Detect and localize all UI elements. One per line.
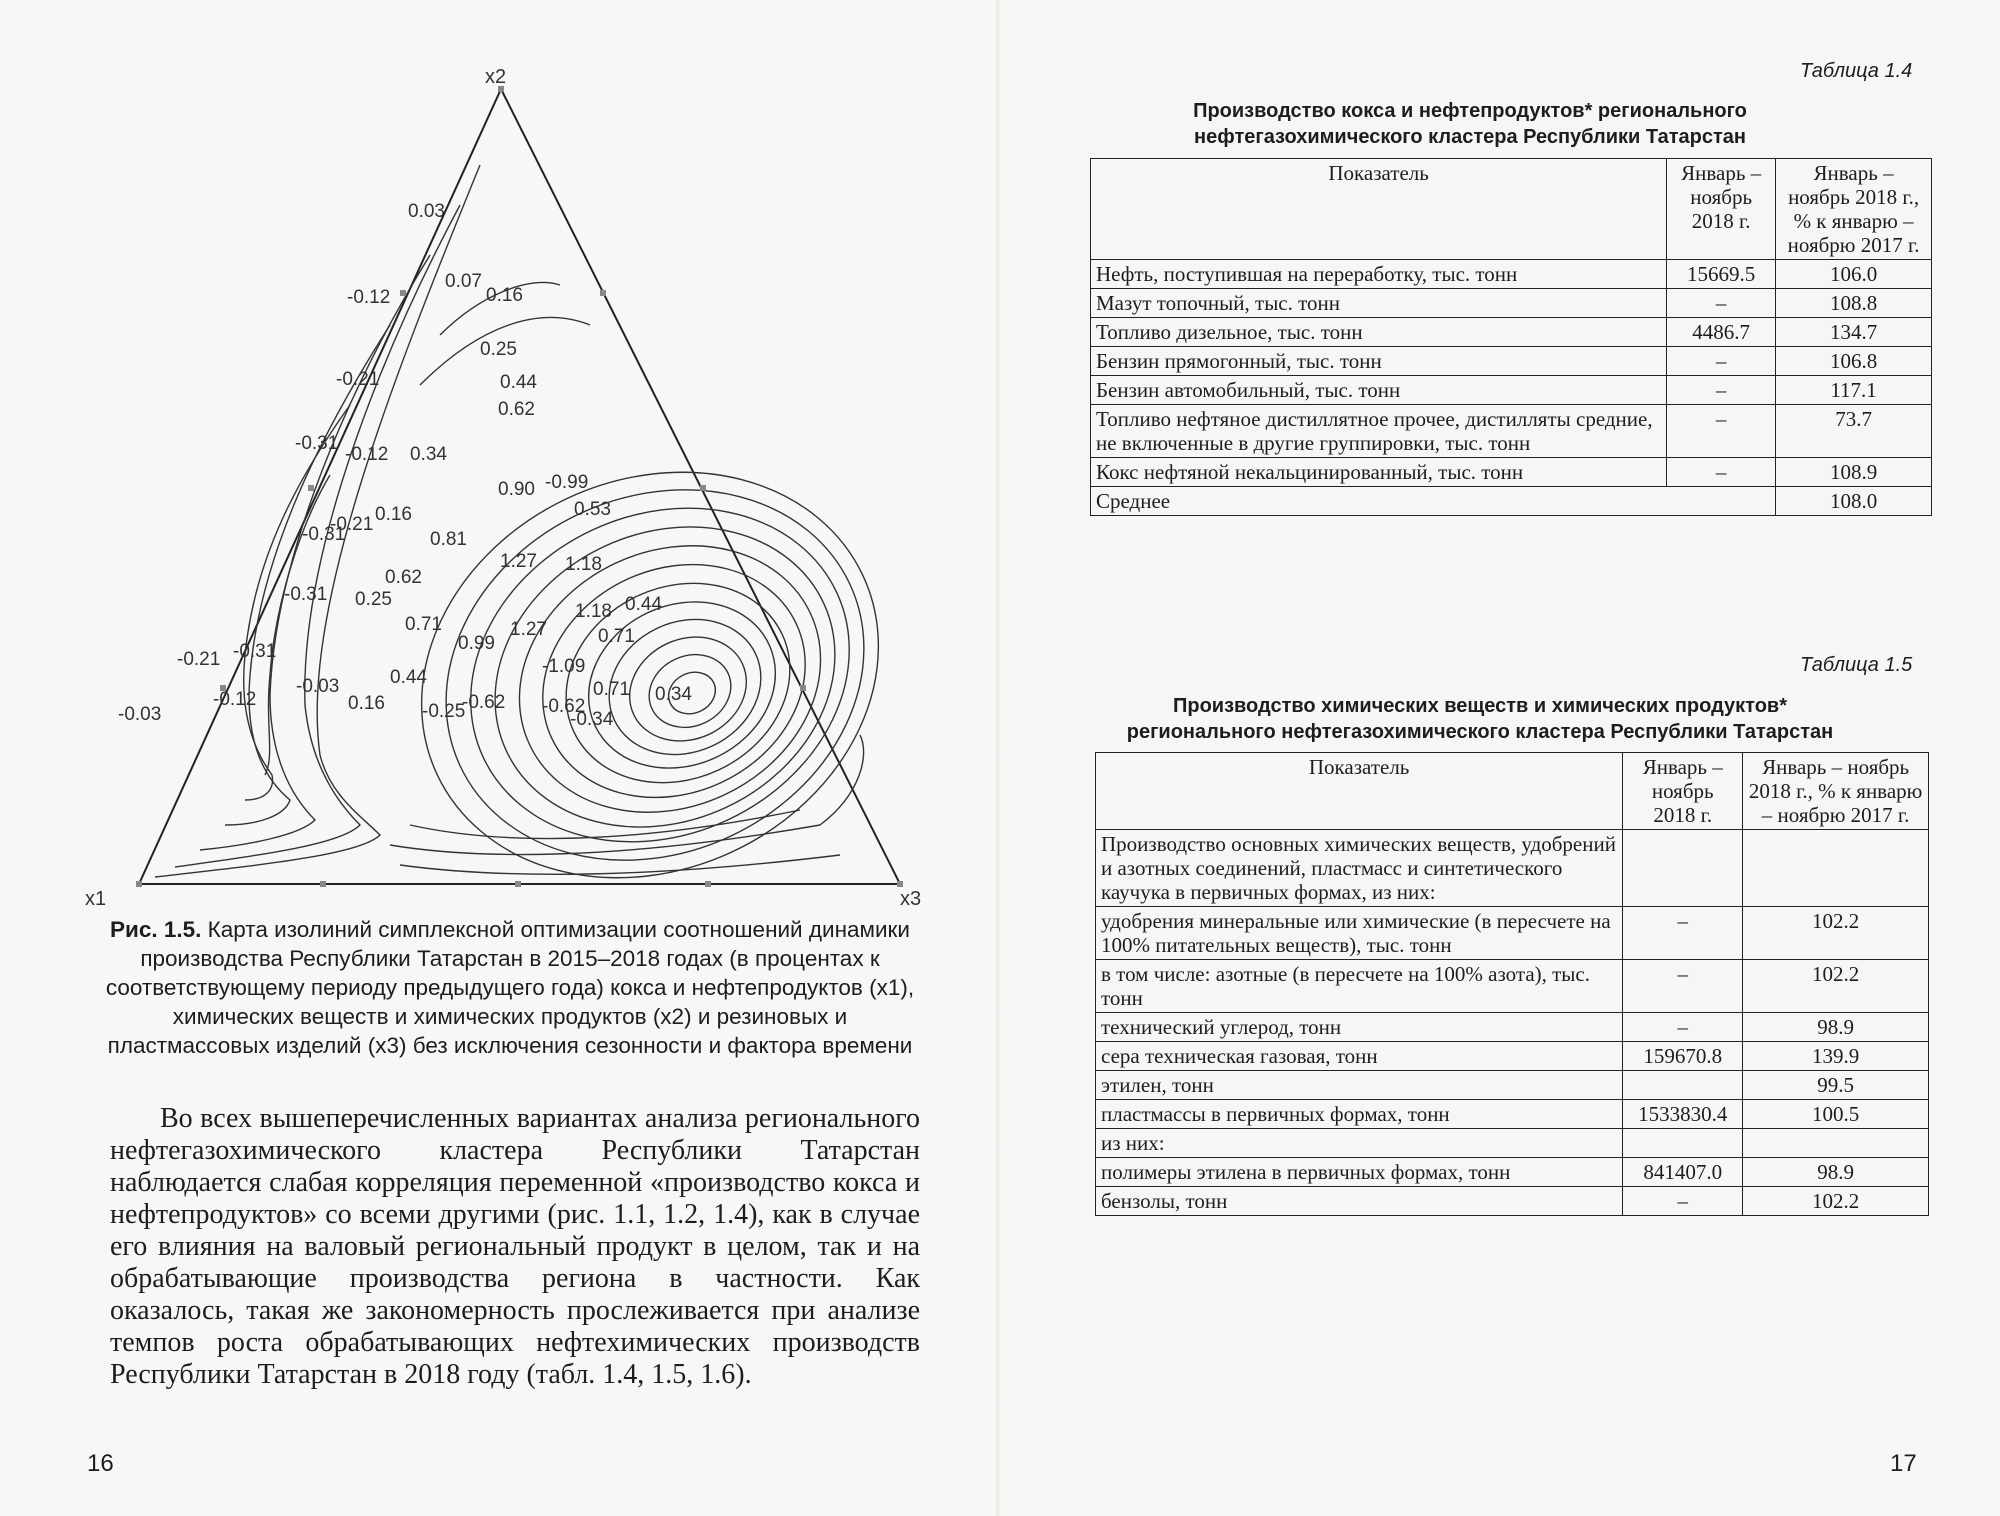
contour-value-label: 0.25 bbox=[355, 589, 392, 610]
table-row bbox=[1091, 405, 1932, 458]
row-value-percent: 102.2 bbox=[1743, 907, 1929, 960]
contour-value-label: 0.25 bbox=[480, 339, 517, 360]
row-value-period: – bbox=[1623, 1187, 1743, 1216]
table-row bbox=[1096, 1129, 1929, 1158]
vertex-label-x2: x2 bbox=[485, 66, 507, 88]
row-value-period: 841407.0 bbox=[1623, 1158, 1743, 1187]
contour-value-label: -0.25 bbox=[422, 701, 466, 722]
contour-value-label: 0.16 bbox=[348, 693, 385, 714]
row-value-percent: 102.2 bbox=[1743, 1187, 1929, 1216]
contour-value-label: 0.62 bbox=[385, 567, 422, 588]
vertex-label-x3: x3 bbox=[900, 888, 922, 910]
simplex-contour-map bbox=[60, 55, 940, 915]
row-value-percent: 100.5 bbox=[1743, 1100, 1929, 1129]
contour-value-label: -0.99 bbox=[545, 472, 589, 493]
table15-title: Производство химических веществ и химических продуктов* регионального нефтегазохимического кластера Республики Татарстан bbox=[1126, 695, 1834, 743]
row-value-percent: 73.7 bbox=[1776, 405, 1932, 458]
table-row bbox=[1091, 289, 1932, 318]
page-number-left: 16 bbox=[87, 1450, 114, 1477]
row-value-percent bbox=[1743, 830, 1929, 907]
right-page bbox=[1000, 0, 2000, 1516]
table-row bbox=[1091, 347, 1932, 376]
table-header-row bbox=[1096, 753, 1929, 830]
row-label: из них: bbox=[1096, 1129, 1623, 1158]
contour-value-label: 0.53 bbox=[574, 499, 611, 520]
average-label: Среднее bbox=[1091, 487, 1776, 516]
contour-value-label: 0.71 bbox=[598, 626, 635, 647]
contour-value-label: 0.71 bbox=[593, 679, 630, 700]
row-value-percent: 117.1 bbox=[1776, 376, 1932, 405]
body-paragraph bbox=[110, 1103, 920, 1391]
column-header: Показатель bbox=[1096, 753, 1623, 830]
row-value-period bbox=[1623, 1129, 1743, 1158]
table-header-row bbox=[1091, 159, 1932, 260]
row-value-period: – bbox=[1667, 458, 1776, 487]
row-value-percent: 139.9 bbox=[1743, 1042, 1929, 1071]
row-value-percent: 102.2 bbox=[1743, 960, 1929, 1013]
row-value-percent: 98.9 bbox=[1743, 1013, 1929, 1042]
contour-value-label: 1.27 bbox=[510, 619, 547, 640]
contour-value-label: 0.16 bbox=[486, 285, 523, 306]
table-row bbox=[1096, 1042, 1929, 1071]
table-row bbox=[1096, 1013, 1929, 1042]
table-row bbox=[1096, 1158, 1929, 1187]
column-header: Январь – ноябрь 2018 г. bbox=[1667, 159, 1776, 260]
row-value-period: – bbox=[1623, 1013, 1743, 1042]
contour-value-label: 0.44 bbox=[500, 372, 537, 393]
table-row bbox=[1091, 376, 1932, 405]
contour-value-label: 1.18 bbox=[565, 554, 602, 575]
contour-value-label: -0.31 bbox=[233, 641, 277, 662]
table-row bbox=[1091, 318, 1932, 347]
row-label: пластмассы в первичных формах, тонн bbox=[1096, 1100, 1623, 1129]
row-label: этилен, тонн bbox=[1096, 1071, 1623, 1100]
contour-value-label: 0.34 bbox=[655, 684, 692, 705]
row-label: Производство основных химических веществ, удобрений и азотных соединений, пластмасс и синтетического каучука в первичных формах, из них: bbox=[1096, 830, 1623, 907]
contour-value-label: -1.09 bbox=[542, 656, 586, 677]
row-value-period: – bbox=[1667, 347, 1776, 376]
row-value-period: 15669.5 bbox=[1667, 260, 1776, 289]
row-label: Бензин автомобильный, тыс. тонн bbox=[1091, 376, 1667, 405]
contour-value-label: -0.03 bbox=[296, 676, 340, 697]
table-row bbox=[1096, 1071, 1929, 1100]
contour-value-label: 1.18 bbox=[575, 601, 612, 622]
contour-value-label: 0.99 bbox=[458, 633, 495, 654]
page-number-right: 17 bbox=[1890, 1450, 1917, 1477]
row-value-period: – bbox=[1667, 376, 1776, 405]
table-row bbox=[1096, 1187, 1929, 1216]
contour-value-label: 0.34 bbox=[410, 444, 447, 465]
row-label: удобрения минеральные или химические (в пересчете на 100% питательных веществ), тыс. тонн bbox=[1096, 907, 1623, 960]
contour-value-label: -0.62 bbox=[462, 692, 506, 713]
contour-value-label: -0.12 bbox=[347, 287, 391, 308]
row-value-percent: 106.8 bbox=[1776, 347, 1932, 376]
contour-value-label: 0.44 bbox=[390, 667, 427, 688]
contour-value-label: -0.12 bbox=[213, 689, 257, 710]
column-header: Январь – ноябрь 2018 г. bbox=[1623, 753, 1743, 830]
figure-caption bbox=[95, 915, 925, 1060]
row-value-percent: 108.9 bbox=[1776, 458, 1932, 487]
table-row bbox=[1096, 1100, 1929, 1129]
contour-value-label: -0.21 bbox=[177, 649, 221, 670]
contour-value-label: 0.07 bbox=[445, 271, 482, 292]
row-value-period: – bbox=[1667, 289, 1776, 318]
contour-value-label: -0.21 bbox=[330, 514, 374, 535]
column-header: Январь – ноябрь 2018 г., % к январю – ноябрю 2017 г. bbox=[1743, 753, 1929, 830]
average-value: 108.0 bbox=[1776, 487, 1932, 516]
column-header: Январь – ноябрь 2018 г., % к январю – ноябрю 2017 г. bbox=[1776, 159, 1932, 260]
row-value-period bbox=[1623, 1071, 1743, 1100]
row-label: технический углерод, тонн bbox=[1096, 1013, 1623, 1042]
caption-text: Карта изолиний симплексной оптимизации соотношений динамики производства Республики Татарстан в 2015–2018 годах (в процентах к соответствующему периоду предыдущего года) кокса и нефтепродуктов (x1), химических веществ и химических продуктов (x2) и резиновых и пластмассовых изделий (x3) без исключения сезонности и фактора времени bbox=[105, 917, 915, 1058]
contour-value-label: 0.03 bbox=[408, 201, 445, 222]
table15-label: Таблица 1.5 bbox=[1800, 654, 1913, 676]
contour-value-label: -0.31 bbox=[295, 433, 339, 454]
row-label: в том числе: азотные (в пересчете на 100% азота), тыс. тонн bbox=[1096, 960, 1623, 1013]
contour-value-label: -0.03 bbox=[118, 704, 162, 725]
vertex-label-x1: x1 bbox=[85, 888, 107, 910]
row-value-period bbox=[1623, 830, 1743, 907]
row-value-period: 4486.7 bbox=[1667, 318, 1776, 347]
contour-value-label: 0.90 bbox=[498, 479, 535, 500]
table-row bbox=[1091, 260, 1932, 289]
table15 bbox=[1095, 752, 1929, 1216]
row-value-percent: 99.5 bbox=[1743, 1071, 1929, 1100]
table-row bbox=[1096, 830, 1929, 907]
row-value-period: – bbox=[1623, 907, 1743, 960]
row-label: полимеры этилена в первичных формах, тонн bbox=[1096, 1158, 1623, 1187]
table14-title: Производство кокса и нефтепродуктов* регионального нефтегазохимического кластера Республики Татарстан bbox=[1193, 100, 1747, 148]
column-header: Показатель bbox=[1091, 159, 1667, 260]
row-value-percent: 106.0 bbox=[1776, 260, 1932, 289]
row-label: Топливо дизельное, тыс. тонн bbox=[1091, 318, 1667, 347]
row-label: Мазут топочный, тыс. тонн bbox=[1091, 289, 1667, 318]
row-label: сера техническая газовая, тонн bbox=[1096, 1042, 1623, 1071]
contour-value-label: 0.81 bbox=[430, 529, 467, 550]
table-average-row bbox=[1091, 487, 1932, 516]
table14 bbox=[1090, 158, 1932, 516]
row-value-percent: 134.7 bbox=[1776, 318, 1932, 347]
row-label: Нефть, поступившая на переработку, тыс. тонн bbox=[1091, 260, 1667, 289]
contour-value-label: -0.34 bbox=[570, 709, 614, 730]
contour-value-label: -0.12 bbox=[345, 444, 389, 465]
row-value-period: – bbox=[1623, 960, 1743, 1013]
table14-label: Таблица 1.4 bbox=[1800, 60, 1913, 82]
contour-value-label: 1.27 bbox=[500, 551, 537, 572]
row-value-percent: 108.8 bbox=[1776, 289, 1932, 318]
contour-line bbox=[400, 855, 840, 874]
row-label: Бензин прямогонный, тыс. тонн bbox=[1091, 347, 1667, 376]
table-row bbox=[1096, 907, 1929, 960]
contour-value-label: -0.31 bbox=[284, 584, 328, 605]
contour-line bbox=[200, 255, 430, 850]
row-value-period: 159670.8 bbox=[1623, 1042, 1743, 1071]
table-row bbox=[1091, 458, 1932, 487]
contour-value-label: -0.31 bbox=[302, 524, 346, 545]
row-label: Кокс нефтяной некальцинированный, тыс. тонн bbox=[1091, 458, 1667, 487]
row-label: бензолы, тонн bbox=[1096, 1187, 1623, 1216]
contour-value-label: -0.62 bbox=[542, 696, 586, 717]
row-value-percent bbox=[1743, 1129, 1929, 1158]
row-value-percent: 98.9 bbox=[1743, 1158, 1929, 1187]
contour-value-label: 0.16 bbox=[375, 504, 412, 525]
contour-value-label: 0.44 bbox=[625, 594, 662, 615]
paragraph-text: Во всех вышеперечисленных вариантах анализа регионального нефтегазохимического кластера Республики Татарстан наблюдается слабая корреляция переменной «производство кокса и нефтепродуктов» со всеми другими (рис. 1.1, 1.2, 1.4), как в случае его влияния на валовый региональный продукт в целом, так и на обрабатывающие производства региона в частности. Как оказалось, такая же закономерность прослеживается при анализе темпов роста обрабатывающих нефтехимических производств Республики Татарстан в 2018 году (табл. 1.4, 1.5, 1.6). bbox=[110, 1103, 920, 1390]
caption-label: Рис. 1.5. bbox=[110, 917, 202, 942]
contour-line bbox=[265, 475, 330, 775]
contour-value-label: -0.21 bbox=[336, 369, 380, 390]
contour-value-label: 0.62 bbox=[498, 399, 535, 420]
table-row bbox=[1096, 960, 1929, 1013]
row-value-period: 1533830.4 bbox=[1623, 1100, 1743, 1129]
row-value-period: – bbox=[1667, 405, 1776, 458]
contour-value-label: 0.71 bbox=[405, 614, 442, 635]
contour-line bbox=[225, 325, 390, 825]
row-label: Топливо нефтяное дистиллятное прочее, дистилляты средние, не включенные в другие группировки, тыс. тонн bbox=[1091, 405, 1667, 458]
contour-line bbox=[155, 165, 480, 877]
